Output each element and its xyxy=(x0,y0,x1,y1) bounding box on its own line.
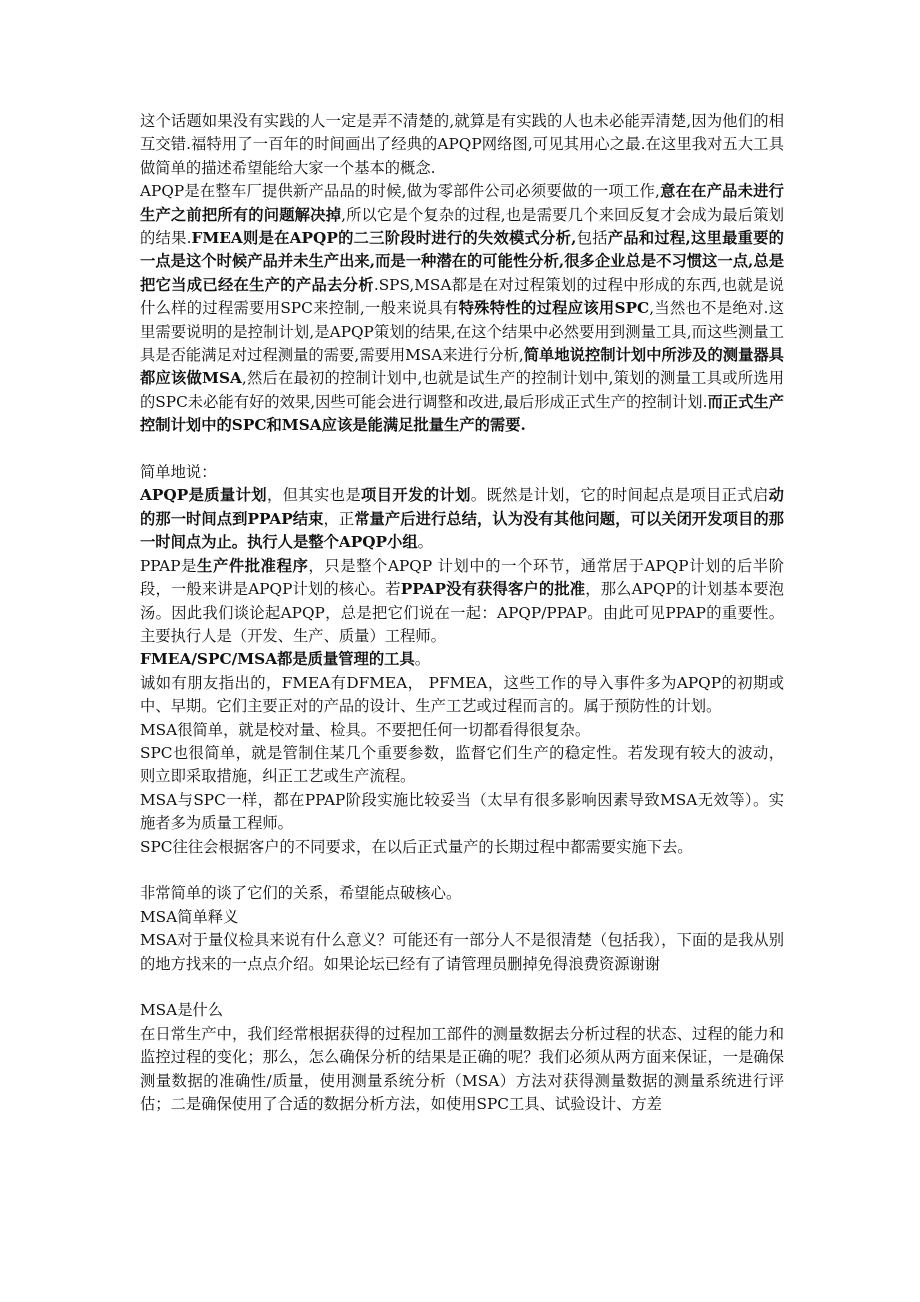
bold-text-run: 产品和过程,这里最重要的一点是这个时候产品并未生产出来,而是一种潜在的可能性分析,很多企业总是不习惯这一点,总是把它当成已经在生产的产品去分析 xyxy=(140,229,784,294)
paragraph xyxy=(140,1023,784,1117)
text-run: MSA是什么 xyxy=(140,1001,224,1020)
text-run: 简单地说： xyxy=(140,463,217,482)
bold-text-run: FMEA则是在APQP的二三阶段时进行的失效模式分析, xyxy=(191,229,577,248)
bold-text-run: 而正式生产控制计划中的SPC和MSA应该是能满足批量生产的需要. xyxy=(140,392,784,435)
text-run: MSA简单释义 xyxy=(140,907,239,926)
text-run: 。既然是计划，它的时间起点是项目正式启 xyxy=(470,486,769,505)
bold-text-run: 简单地说控制计划中所涉及的测量器具都应该做MSA xyxy=(140,346,784,388)
text-run: ，但其实也是 xyxy=(266,486,362,505)
text-run: SPC也很简单，就是管制住某几个重要参数，监督它们生产的稳定性。若发现有较大的波动，则立即采取措施，纠正工艺或生产流程。 xyxy=(140,743,784,786)
bold-text-run: 生产件批准程序 xyxy=(197,556,309,575)
text-run: .SPS,MSA都是在对过程策划的过程中形成的东西,也就是说什么样的过程需要用SPC来控制,一般来说具有 xyxy=(140,275,784,318)
text-run: APQP是在整车厂提供新产品品的时候,做为零部件公司必须要做的一项工作, xyxy=(140,182,660,201)
paragraph xyxy=(140,836,784,859)
bold-text-run: APQP是质量计划 xyxy=(140,486,267,505)
text-run: MSA很简单，就是校对量、检具。不要把任何一切都看得很复杂。 xyxy=(140,720,591,739)
bold-text-run: 项目开发的计划 xyxy=(361,486,471,505)
paragraph xyxy=(140,180,784,437)
text-run: MSA对于量仪检具来说有什么意义？可能还有一部分人不是很清楚（包括我），下面的是我从别的地方找来的一点点介绍。如果论坛已经有了请管理员删掉免得浪费资源谢谢 xyxy=(140,931,784,973)
paragraph xyxy=(140,648,784,671)
paragraph xyxy=(140,484,784,554)
text-run: 诚如有朋友指出的，FMEA有DFMEA， PFMEA，这些工作的导入事件多为APQP的初期或中、早期。它们主要正对的产品的设计、生产工艺或过程而言的。属于预防性的计划。 xyxy=(140,673,784,716)
text-run: PPAP是 xyxy=(140,556,198,575)
text-run: 。 xyxy=(414,650,431,669)
paragraph xyxy=(140,789,784,836)
text-run: ,所以它是个复杂的过程,也是需要几个来回反复才会成为最后策划的结果. xyxy=(140,205,784,248)
paragraph xyxy=(140,882,784,905)
text-run: ，只是整个APQP 计划中的一个环节，通常居于APQP计划的后半阶段，一般来讲是APQP计划的核心。若 xyxy=(140,556,784,599)
blank-line xyxy=(140,976,784,999)
blank-line xyxy=(140,438,784,461)
paragraph xyxy=(140,719,784,742)
paragraph xyxy=(140,929,784,976)
text-run: ，那么APQP的计划基本要泡汤。因此我们谈论起APQP，总是把它们说在一起：APQP/PPAP。由此可见PPAP的重要性。主要执行人是（开发、生产、质量）工程师。 xyxy=(140,580,784,645)
text-run: 这个话题如果没有实践的人一定是弄不清楚的,就算是有实践的人也未必能弄清楚,因为他们的相互交错.福特用了一百年的时间画出了经典的APQP网络图,可见其用心之最.在这里我对五大工具做简单的描述希望能给大家一个基本的概念. xyxy=(140,112,784,177)
text-run: MSA与SPC一样，都在PPAP阶段实施比较妥当（太早有很多影响因素导致MSA无效等）。实施者多为质量工程师。 xyxy=(140,790,784,833)
bold-text-run: FMEA/SPC/MSA都是质量管理的工具 xyxy=(140,650,415,669)
bold-text-run: PPAP没有获得客户的批准 xyxy=(400,580,586,599)
text-run: 。 xyxy=(417,533,433,552)
text-run: ,然后在最初的控制计划中,也就是试生产的控制计划中,策划的测量工具或所选用的SPC未必能有好的效果,因些可能会进行调整和改进,最后形成正式生产的控制计划. xyxy=(140,369,784,411)
paragraph xyxy=(140,555,784,649)
paragraph xyxy=(140,110,784,180)
blank-line xyxy=(140,859,784,882)
text-run: 非常简单的谈了它们的关系，希望能点破核心。 xyxy=(140,884,462,903)
bold-text-run: 特殊特性的过程应该用SPC xyxy=(458,299,650,318)
paragraph xyxy=(140,906,784,929)
bold-text-run: 动的那一时间点到PPAP结束 xyxy=(140,486,784,528)
paragraph xyxy=(140,742,784,789)
paragraph xyxy=(140,672,784,719)
text-run: 包括 xyxy=(576,229,608,248)
text-run: 在日常生产中，我们经常根据获得的过程加工部件的测量数据去分析过程的状态、过程的能力和监控过程的变化；那么，怎么确保分析的结果是正确的呢？我们必须从两方面来保证，一是确保测量数据的准确性/质量，使用测量系统分析（MSA）方法对获得测量数据的测量系统进行评估；二是确保使用了合适的数据分析方法，如使用SPC工具、试验设计、方差 xyxy=(140,1024,784,1114)
bold-text-run: 常量产后进行总结，认为没有其他问题，可以关闭开发项目的那一时间点为止。执行人是整个APQP小组 xyxy=(140,509,784,552)
bold-text-run: 意在在产品未进行生产之前把所有的问题解决掉 xyxy=(140,182,784,224)
text-run: ,当然也不是绝对.这里需要说明的是控制计划,是APQP策划的结果,在这个结果中必然要用到测量工具,而这些测量工具是否能满足对过程测量的需要,需要用MSA来进行分析, xyxy=(140,299,785,365)
text-run: SPC往往会根据客户的不同要求，在以后正式量产的长期过程中都需要实施下去。 xyxy=(140,837,693,856)
paragraph xyxy=(140,999,784,1022)
document-page xyxy=(140,110,784,1116)
paragraph xyxy=(140,461,784,484)
text-run: ，正 xyxy=(323,509,355,528)
